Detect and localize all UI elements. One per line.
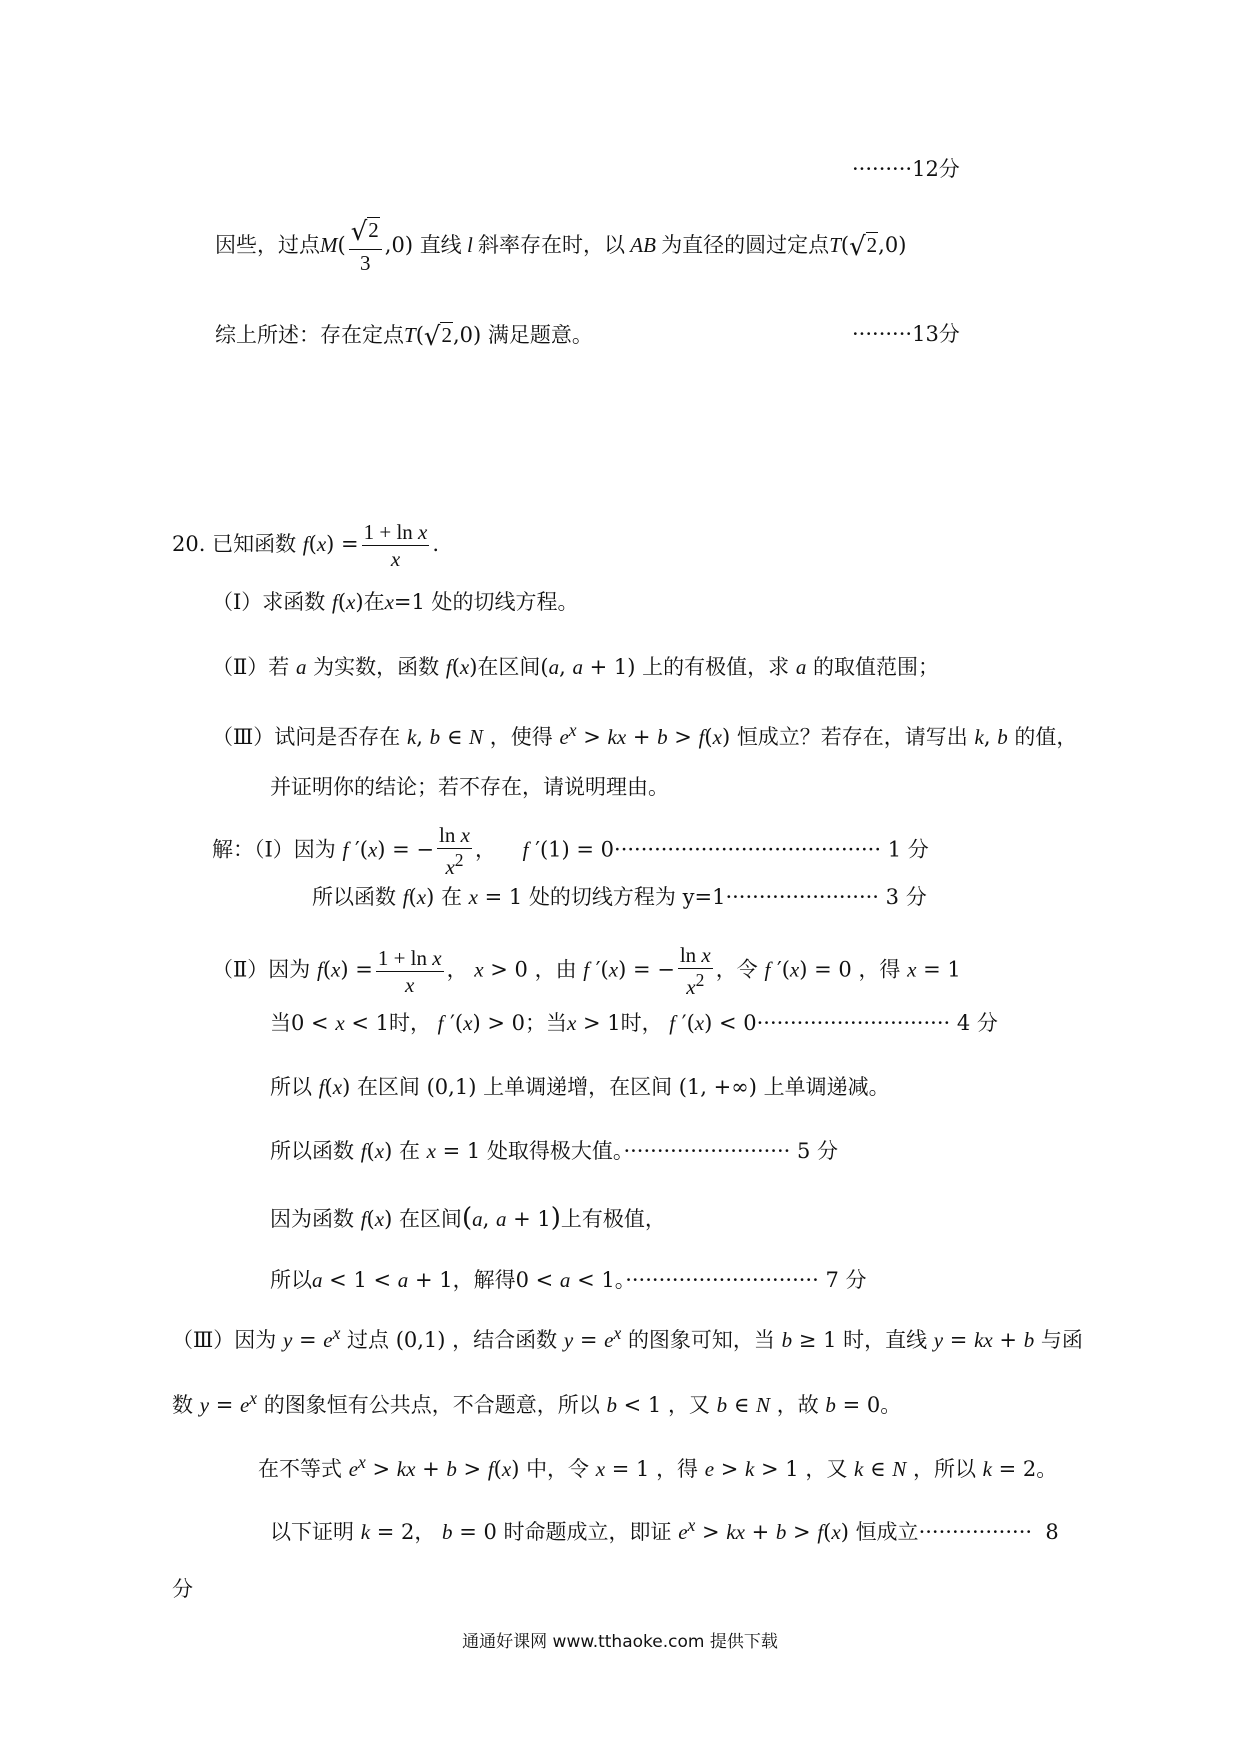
text: ，解得 bbox=[452, 1268, 516, 1292]
text: ，由 bbox=[534, 957, 577, 982]
text: 处的切线方程。 bbox=[431, 590, 579, 614]
solution-range: 所以a < 1 < a + 1，解得0 < a < 1。····························· 7 分 bbox=[270, 1268, 867, 1292]
text: ，得 bbox=[858, 957, 901, 982]
dots: ················· bbox=[918, 1520, 1033, 1544]
text: 的图象可知，当 bbox=[627, 1328, 775, 1352]
solution-part-i: 解：（Ⅰ）因为 f ′(x) = − $\frac{\text{ln x}}{x^2}$ ， f ′(1) = 0········································ 1 分 bbox=[212, 823, 929, 880]
text: ，又 bbox=[805, 1457, 848, 1481]
dots: ····························· bbox=[756, 1011, 951, 1035]
text: 满足题意。 bbox=[487, 323, 593, 347]
text: 与函 bbox=[1040, 1328, 1083, 1352]
question-20-part-iii-cont: 并证明你的结论；若不存在，请说明理由。 bbox=[270, 775, 669, 799]
text: 因为函数 bbox=[270, 1207, 354, 1231]
text: 为实数，函数 bbox=[313, 655, 440, 679]
text: 过点 bbox=[347, 1328, 390, 1352]
text: 上的有极值，求 bbox=[642, 655, 790, 679]
text: 恒成立 bbox=[855, 1520, 919, 1544]
text: 为直径的圆过定点 bbox=[661, 233, 830, 258]
text: 。 bbox=[880, 1393, 902, 1417]
text: 斜率存在时，以 bbox=[478, 233, 626, 258]
text: 上单调递增，在区间 bbox=[483, 1075, 673, 1099]
score: 8 bbox=[1045, 1520, 1059, 1544]
text: ，令 bbox=[715, 957, 758, 982]
score-8-unit: 分 bbox=[172, 1577, 193, 1601]
text: 当 bbox=[270, 1011, 291, 1035]
text: 20. 已知函数 bbox=[172, 532, 297, 557]
score-12: ·········12分 bbox=[852, 157, 960, 181]
score: 4 分 bbox=[956, 1011, 998, 1035]
solution-maximum: 所以函数 f(x) 在 x = 1 处取得极大值。························· 5 分 bbox=[270, 1139, 839, 1163]
text: 在 bbox=[363, 590, 385, 614]
text: 时， bbox=[388, 1011, 431, 1035]
text: 时， bbox=[620, 1011, 663, 1035]
solution-extreme-interval: 因为函数 f(x) 在区间(a, a + 1)上有极值， bbox=[270, 1203, 666, 1233]
text: 的图象恒有公共点，不合题意，所以 bbox=[263, 1393, 600, 1417]
text: 的值， bbox=[1014, 725, 1078, 749]
dots: ······················· bbox=[725, 885, 879, 909]
score: 5 分 bbox=[797, 1139, 839, 1163]
text: 在 bbox=[440, 885, 462, 909]
text: 所以 bbox=[270, 1268, 312, 1292]
text: （Ⅱ）若 bbox=[212, 655, 290, 679]
question-20-part-i: （Ⅰ）求函数 f(x)在x=1 处的切线方程。 bbox=[212, 590, 579, 614]
text: 所以 bbox=[270, 1075, 312, 1099]
text: 以下证明 bbox=[270, 1520, 354, 1544]
text: 处取得极大值。 bbox=[486, 1139, 624, 1163]
text: 在不等式 bbox=[258, 1457, 342, 1481]
text: ， bbox=[414, 1520, 436, 1544]
text: ，使得 bbox=[489, 725, 553, 749]
text: （Ⅱ）因为 bbox=[212, 957, 311, 982]
question-20-part-ii: （Ⅱ）若 a 为实数，函数 f(x)在区间(a, a + 1) 上的有极值，求 a 的取值范围； bbox=[212, 655, 940, 679]
text: 处的切线方程为 y=1 bbox=[528, 885, 726, 909]
footer: 通通好课网 www.tthaoke.com 提供下载 bbox=[462, 1632, 778, 1652]
solution-intervals: 所以 f(x) 在区间 (0,1) 上单调递增，在区间 (1, +∞) 上单调递减。 bbox=[270, 1075, 890, 1099]
text: ；当 bbox=[524, 1011, 567, 1035]
text: （Ⅲ）因为 bbox=[172, 1328, 277, 1352]
text: 所以函数 bbox=[312, 885, 396, 909]
text: 数 bbox=[172, 1393, 193, 1417]
question-20-part-iii: （Ⅲ）试问是否存在 k, b ∈ N ，使得 $e^x$ > kx + b > f(x) 恒成立？若存在，请写出 k, b 的值， bbox=[212, 720, 1078, 749]
text: （Ⅰ）求函数 bbox=[212, 590, 326, 614]
score-13: ·········13分 bbox=[852, 322, 960, 346]
score: 3 分 bbox=[885, 885, 927, 909]
score: 1 分 bbox=[887, 837, 929, 862]
text: 在区间 bbox=[477, 655, 541, 679]
dots: ········································ bbox=[614, 837, 882, 862]
text: 的取值范围； bbox=[813, 655, 940, 679]
text: 恒成立？若存在，请写出 bbox=[736, 725, 968, 749]
solution-part-iii-b: 数 $y = e^x$ 的图象恒有公共点，不合题意，所以 b < 1 ，又 b ∈ N ，故 b = 0。 bbox=[172, 1388, 902, 1417]
solution-part-iii: （Ⅲ）因为 $y = e^x$ 过点 (0,1) ，结合函数 $y = e^x$ 的图象可知，当 b ≥ 1 时，直线 y = kx + b 与函 bbox=[172, 1323, 1083, 1352]
text: ，结合函数 bbox=[452, 1328, 558, 1352]
solution-part-ii: （Ⅱ）因为 f(x) = $\frac{\text{1 + ln x}}{x}$ ， x > 0 ，由 f ′(x) = − $\frac{\text{ln x}}{x^2}$ ，令 f ′(x) = 0 ，得 x = 1 bbox=[212, 943, 961, 1000]
solution-part-iii-k: 在不等式 $e^x$ > kx + b > f(x) 中，令 x = 1 ，得 e > k > 1 ，又 k ∈ N ，所以 k = 2。 bbox=[258, 1452, 1058, 1481]
text: 时，直线 bbox=[843, 1328, 928, 1352]
text: 上单调递减。 bbox=[763, 1075, 890, 1099]
dots: ························· bbox=[623, 1139, 791, 1163]
conclusion-line-1: 因些，过点M( $\frac{√2}{3}$ ,0) 直线 l 斜率存在时，以 AB 为直径的圆过定点T(√2,0) bbox=[215, 217, 907, 275]
solution-part-i-tangent: 所以函数 f(x) 在 x = 1 处的切线方程为 y=1······················· 3 分 bbox=[312, 885, 927, 909]
text: （Ⅲ）试问是否存在 bbox=[212, 725, 401, 749]
text: ，得 bbox=[656, 1457, 699, 1481]
text: ，故 bbox=[776, 1393, 819, 1417]
text: 。 bbox=[1036, 1457, 1058, 1481]
dots: 。····························· bbox=[614, 1268, 819, 1292]
text: 直线 bbox=[419, 233, 462, 258]
solution-part-iii-proof: 以下证明 k = 2， b = 0 时命题成立，即证 $e^x$ > kx + b > f(x) 恒成立················· 8 bbox=[270, 1515, 1059, 1544]
text: 因些，过点 bbox=[215, 233, 320, 258]
text: 在区间 bbox=[356, 1075, 420, 1099]
conclusion-line-2: 综上所述：存在定点T(√2,0) 满足题意。 bbox=[215, 322, 593, 352]
question-20: 20. 已知函数 f(x) = $\frac{\text{1 + ln x}}{x}$ . bbox=[172, 520, 440, 572]
text: 在区间 bbox=[398, 1207, 462, 1231]
text: 在 bbox=[398, 1139, 420, 1163]
text: 中，令 bbox=[526, 1457, 590, 1481]
text: 所以函数 bbox=[270, 1139, 354, 1163]
solution-monotonic: 当0 < x < 1时， f ′(x) > 0；当x > 1时， f ′(x) < 0····························· 4 分 bbox=[270, 1011, 998, 1035]
text: 解：（Ⅰ）因为 bbox=[212, 837, 336, 862]
score: 7 分 bbox=[825, 1268, 867, 1292]
text: ，又 bbox=[667, 1393, 710, 1417]
text: 综上所述：存在定点 bbox=[215, 323, 404, 347]
text: 上有极值， bbox=[560, 1207, 666, 1231]
text: 时命题成立，即证 bbox=[503, 1520, 672, 1544]
text: ，所以 bbox=[912, 1457, 976, 1481]
